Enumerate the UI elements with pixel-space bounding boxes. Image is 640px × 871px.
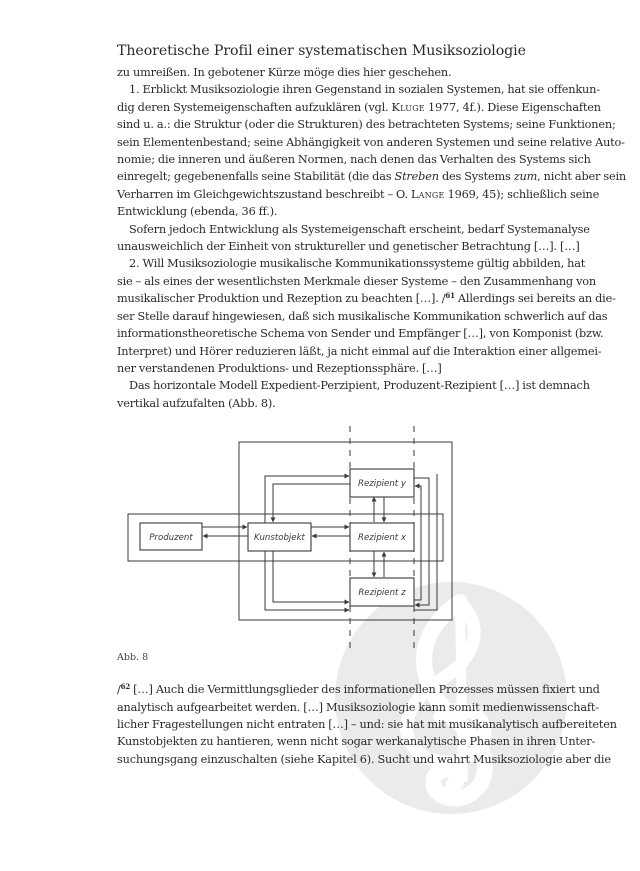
text-span: , nicht aber sein	[537, 170, 626, 184]
text-span: 1969, 45); schließlich seine	[444, 187, 600, 201]
node-label: Produzent	[149, 533, 193, 544]
body-text-continued	[117, 681, 617, 768]
text-line: ser Stelle darauf hingewiesen, daß sich musikalische Kommunikation schwerlich auf das	[117, 309, 608, 323]
running-head: Theoretische Profil einer systematischen Musiksoziologie	[117, 43, 526, 59]
figure-abb-8	[117, 426, 527, 648]
text-span: des Systems	[438, 170, 514, 184]
text-span: […] Auch die Vermittlungsglieder des informationellen Prozesses müssen fixiert und	[130, 683, 600, 697]
text-line: analytisch aufgearbeitet werden. […] Musiksoziologie kann somit medienwissenschaft-	[117, 700, 599, 714]
text-line: vertikal aufzufalten (Abb. 8).	[117, 396, 276, 410]
emphasis: zum	[513, 170, 538, 184]
node-rezipient-x	[350, 523, 414, 551]
node-label: Kunstobjekt	[254, 533, 305, 544]
text-line: Entwicklung (ebenda, 36 ff.).	[117, 205, 278, 219]
node-produzent	[140, 523, 202, 550]
text-line: sie – als eines der wesentlichsten Merkmale dieser Systeme – den Zusammenhang von	[117, 274, 597, 288]
text-line	[117, 186, 600, 203]
text-line: unausweichlich der Einheit von struktureller und genetischer Betrachtung […]. […]	[117, 240, 580, 254]
text-line: Das horizontale Modell Expedient-Perzipient, Produzent-Rezipient […] ist demnach	[129, 379, 590, 393]
text-span: musikalischer Produktion und Rezeption zu beachten […]. /	[117, 292, 446, 306]
text-span: Allerdings sei bereits an die-	[454, 292, 616, 306]
book-page	[117, 42, 626, 768]
page-marker: 62	[120, 682, 131, 692]
node-label: Rezipient x	[358, 533, 406, 544]
page-marker: 61	[445, 291, 455, 301]
text-line: licher Fragestellungen nicht entraten […] – und: sie hat mit musikanalytisch aufbereiteten	[117, 717, 617, 731]
text-line: Sofern jedoch Entwicklung als Systemeigenschaft erscheint, bedarf Systemanalyse	[129, 222, 590, 236]
emphasis: Streben	[394, 170, 439, 184]
text-line: Kunstobjekten zu hantieren, wenn nicht sogar werkanalytische Phasen in ihren Unter-	[117, 735, 596, 749]
text-line: Interpret) und Hörer reduzieren läßt, ja nicht einmal auf die Interaktion einer allgemei-	[117, 344, 602, 358]
text-line: 1. Erblickt Musiksoziologie ihren Gegenstand in sozialen Systemen, hat sie offenkun-	[129, 83, 600, 97]
figure-caption: Abb. 8	[117, 652, 149, 664]
text-line	[117, 168, 626, 185]
text-line: nomie; die inneren und äußeren Normen, nach denen das Verhalten des Systems sich	[117, 153, 591, 167]
text-span: /	[117, 683, 121, 697]
text-line: sein Elementenbestand; seine Abhängigkeit von anderen Systemen und seine relative Auto-	[117, 135, 625, 149]
text-line: zu umreißen. In gebotener Kürze möge dies hier geschehen.	[117, 66, 452, 79]
author-citation: Kluge	[391, 100, 425, 114]
author-citation: Lange	[410, 187, 445, 201]
text-line	[117, 681, 600, 698]
node-label: Rezipient z	[358, 588, 406, 599]
text-line: suchungsgang einzuschalten (siehe Kapitel 6). Sucht und wahrt Musiksoziologie aber die	[117, 752, 611, 766]
text-line: sind u. a.: die Struktur (oder die Strukturen) des betrachteten Systems; seine Funktionen;	[117, 118, 616, 132]
node-label: Rezipient y	[358, 479, 406, 490]
text-span: 1977, 4f.). Diese Eigenschaften	[424, 100, 601, 114]
text-span: einregelt; gegebenenfalls seine Stabilität (die das	[117, 170, 395, 184]
node-rezipient-z	[350, 578, 414, 606]
text-line	[117, 290, 616, 307]
text-line: informationstheoretische Schema von Sender und Empfänger […], von Komponist (bzw.	[117, 327, 604, 341]
text-line	[117, 99, 601, 116]
node-rezipient-y	[350, 469, 414, 497]
text-line: ner verstandenen Produktions- und Rezeptionssphäre. […]	[117, 361, 442, 375]
communication-model-diagram	[117, 426, 527, 648]
text-span: dig deren Systemeigenschaften aufzuklären (vgl.	[117, 100, 392, 114]
text-line: 2. Will Musiksoziologie musikalische Kommunikationssysteme gültig abbilden, hat	[129, 257, 586, 271]
body-text	[117, 64, 626, 412]
node-kunstobjekt	[248, 523, 311, 551]
text-span: Verharren im Gleichgewichtszustand beschreibt – O.	[117, 187, 411, 201]
